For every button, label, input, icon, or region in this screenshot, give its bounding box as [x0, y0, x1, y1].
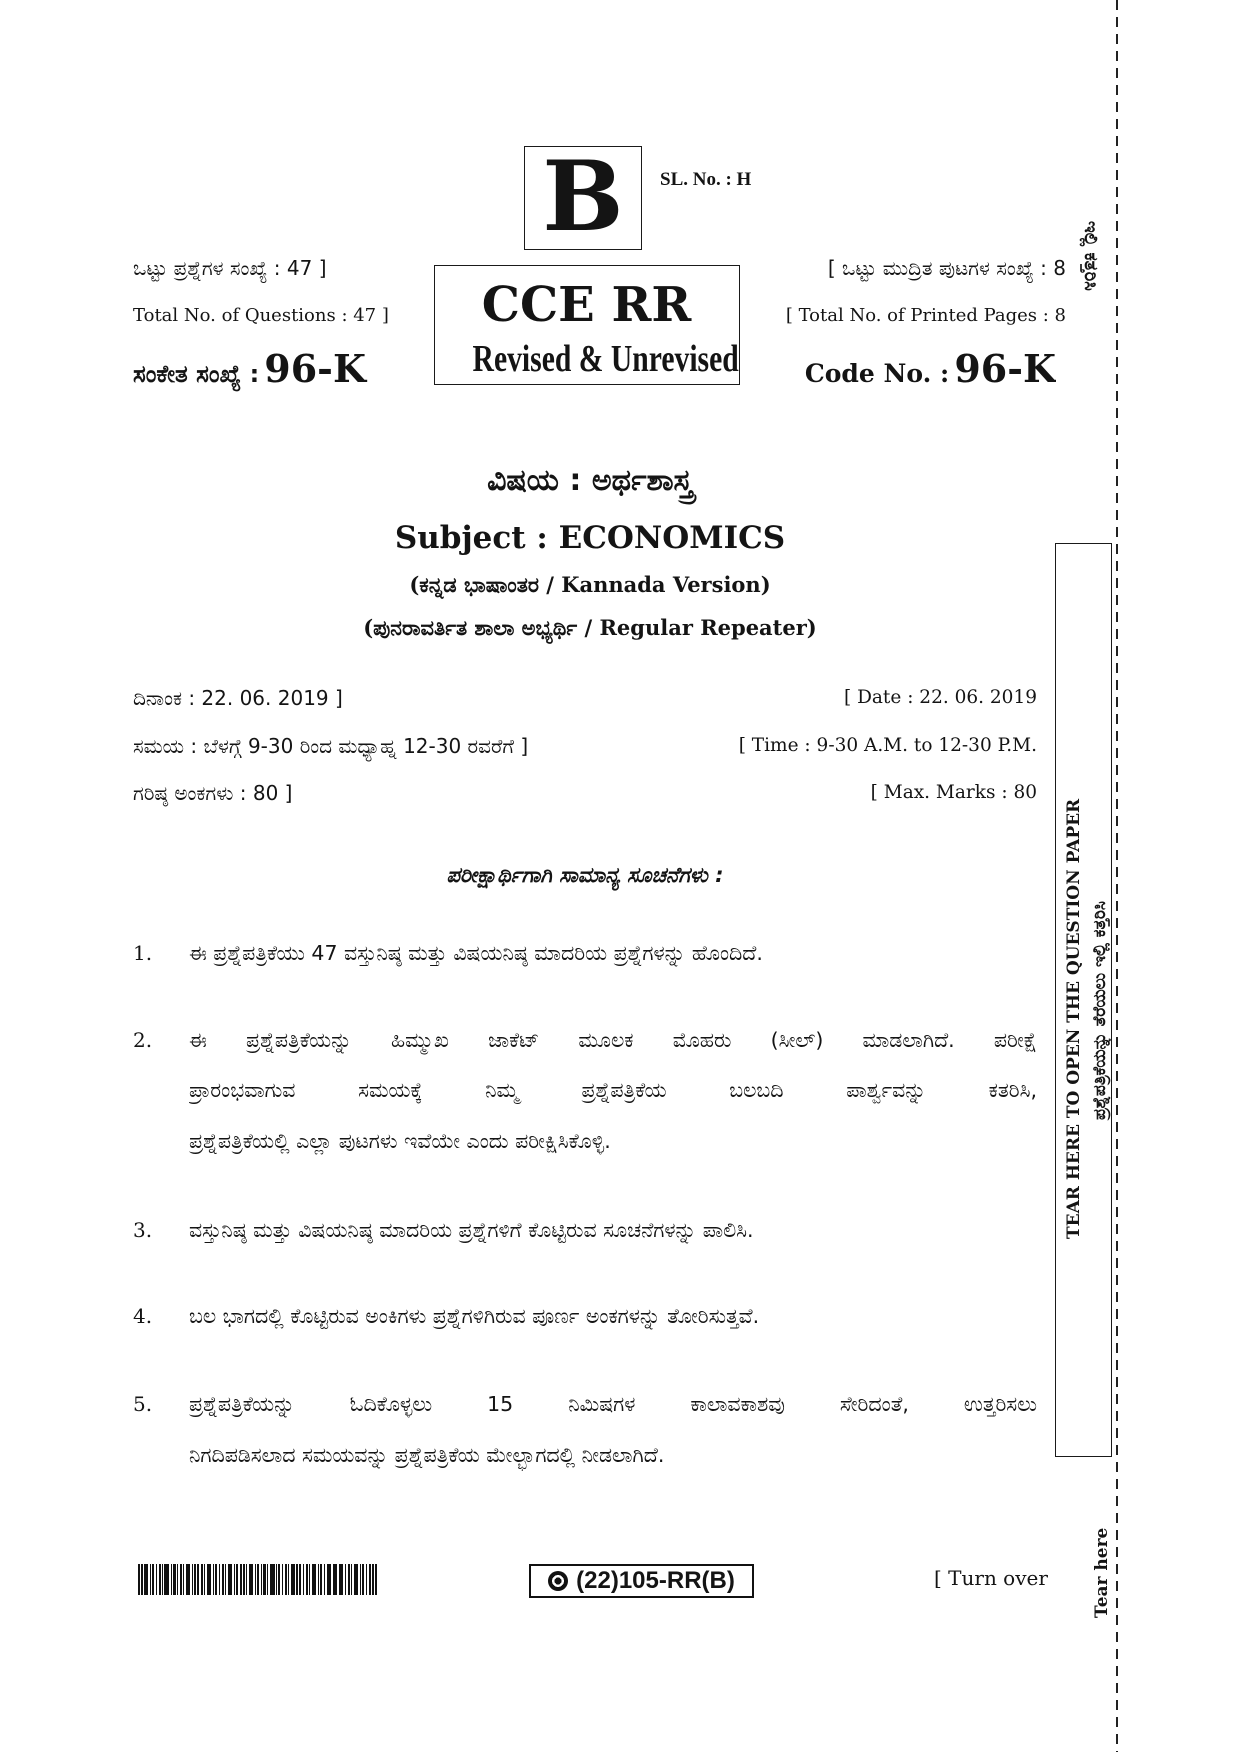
cce-rr-box	[434, 265, 740, 385]
max-marks-kn: ಗರಿಷ್ಠ ಅಂಕಗಳು : 80 ]	[133, 781, 293, 805]
instruction-line: ಈ ಪ್ರಶ್ನೆಪತ್ರಿಕೆಯು 47 ವಸ್ತುನಿಷ್ಠ ಮತ್ತು ವಿಷಯನಿಷ್ಠ ಮಾದರಿಯ ಪ್ರಶ್ನೆಗಳನ್ನು ಹೊಂದಿದೆ.	[189, 941, 763, 965]
instruction-number: 3.	[133, 1218, 153, 1242]
code-number-kn	[133, 346, 429, 392]
instruction-line: ಪ್ರಶ್ನೆಪತ್ರಿಕೆಯನ್ನು ಓದಿಕೊಳ್ಳಲು 15 ನಿಮಿಷಗಳ ಕಾಲಾವಕಾಶವು ಸೇರಿದಂತೆ, ಉತ್ತರಿಸಲು	[189, 1392, 1037, 1416]
subject-en: Subject : ECONOMICS	[394, 520, 786, 556]
instruction-line: ಪ್ರಾರಂಭವಾಗುವ ಸಮಯಕ್ಕೆ ನಿಮ್ಮ ಪ್ರಶ್ನೆಪತ್ರಿಕೆಯ ಬಲಬದಿ ಪಾರ್ಶ್ವವನ್ನು ಕತರಿಸಿ,	[189, 1078, 1037, 1102]
code-label-kn: ಸಂಕೇತ ಸಂಖ್ಯೆ :	[133, 360, 260, 388]
instruction-line: ನಿಗದಿಪಡಿಸಲಾದ ಸಮಯವನ್ನು ಪ್ರಶ್ನೆಪತ್ರಿಕೆಯ ಮೇಲ್ಭಾಗದಲ್ಲಿ ನೀಡಲಾಗಿದೆ.	[189, 1443, 665, 1467]
code-value-left: 96-K	[264, 346, 366, 391]
max-marks-en: [ Max. Marks : 80	[870, 782, 1037, 803]
set-letter-box	[524, 140, 642, 253]
exam-date-kn: ದಿನಾಂಕ : 22. 06. 2019 ]	[133, 686, 343, 710]
instruction-number: 5.	[133, 1392, 153, 1416]
instruction-number: 4.	[133, 1304, 153, 1328]
exam-date-en: [ Date : 22. 06. 2019	[843, 687, 1037, 708]
tear-here-to-open-label: TEAR HERE TO OPEN THE QUESTION PAPER	[1064, 798, 1084, 1239]
instruction-line: ಬಲ ಭಾಗದಲ್ಲಿ ಕೊಟ್ಟಿರುವ ಅಂಕಿಗಳು ಪ್ರಶ್ನೆಗಳಿಗಿರುವ ಪೂರ್ಣ ಅಂಕಗಳನ್ನು ತೋರಿಸುತ್ತವೆ.	[189, 1304, 760, 1328]
cce-rr-title: CCE RR	[481, 277, 692, 333]
code-label-en: Code No. :	[804, 359, 950, 388]
candidate-category: (ಪುನರಾವರ್ತಿತ ಶಾಲಾ ಅಭ್ಯರ್ಥಿ / Regular Repeater)	[363, 615, 817, 640]
set-letter: B	[542, 140, 624, 253]
code-number-en	[744, 346, 1056, 392]
exam-time-kn: ಸಮಯ : ಬೆಳಗ್ಗೆ 9-30 ರಿಂದ ಮಧ್ಯಾಹ್ನ 12-30 ರವರೆಗೆ ]	[133, 734, 529, 758]
cce-subtitle-wrap	[435, 336, 738, 382]
instruction-line: ಪ್ರಶ್ನೆಪತ್ರಿಕೆಯಲ್ಲಿ ಎಲ್ಲಾ ಪುಟಗಳು ಇವೆಯೇ ಎಂದು ಪರೀಕ್ಷಿಸಿಕೊಳ್ಳಿ.	[189, 1129, 611, 1153]
cut-here-top-label: ಇಲ್ಲಿ ಕತ್ತರಿಸಿ	[1080, 221, 1101, 291]
exam-time-en: [ Time : 9-30 A.M. to 12-30 P.M.	[738, 735, 1037, 756]
subject-kn: ವಿಷಯ : ಅರ್ಥಶಾಸ್ತ್ರ	[487, 463, 693, 498]
instruction-number: 2.	[133, 1028, 153, 1052]
instruction-line: ವಸ್ತುನಿಷ್ಠ ಮತ್ತು ವಿಷಯನಿಷ್ಠ ಮಾದರಿಯ ಪ್ರಶ್ನೆಗಳಿಗೆ ಕೊಟ್ಟಿರುವ ಸೂಚನೆಗಳನ್ನು ಪಾಲಿಸಿ.	[189, 1218, 754, 1242]
barcode	[138, 1564, 377, 1595]
instruction-number: 1.	[133, 941, 153, 965]
tear-here-label: Tear here	[1092, 1527, 1112, 1618]
turn-over-label: [ Turn over	[934, 1566, 1048, 1590]
printed-pages-kn: [ ಒಟ್ಟು ಮುದ್ರಿತ ಪುಟಗಳ ಸಂಖ್ಯೆ : 8	[827, 256, 1066, 280]
serial-number: SL. No. : H	[660, 169, 752, 190]
total-questions-kn: ಒಟ್ಟು ಪ್ರಶ್ನೆಗಳ ಸಂಖ್ಯೆ : 47 ]	[133, 256, 327, 280]
double-circle-icon	[548, 1571, 568, 1591]
printed-pages-en: [ Total No. of Printed Pages : 8	[785, 305, 1066, 326]
instruction-line: ಈ ಪ್ರಶ್ನೆಪತ್ರಿಕೆಯನ್ನು ಹಿಮ್ಮುಖ ಜಾಕೆಟ್ ಮೂಲಕ ಮೊಹರು (ಸೀಲ್) ಮಾಡಲಾಗಿದೆ. ಪರೀಕ್ಷೆ	[189, 1028, 1037, 1052]
paper-code: (22)105-RR(B)	[576, 1567, 735, 1594]
language-version: (ಕನ್ನಡ ಭಾಷಾಂತರ / Kannada Version)	[409, 572, 771, 597]
perforation-line	[1116, 0, 1118, 1752]
instructions-heading: ಪರೀಕ್ಷಾರ್ಥಿಗಾಗಿ ಸಾಮಾನ್ಯ ಸೂಚನೆಗಳು :	[446, 863, 724, 887]
code-value-right: 96-K	[954, 346, 1056, 391]
total-questions-en: Total No. of Questions : 47 ]	[133, 305, 389, 326]
paper-code-box	[529, 1564, 754, 1598]
tear-here-to-open-label-kn: ಪ್ರಶ್ನೆಪತ್ರಿಕೆಯನ್ನು ತೆರೆಯಲು ಇಲ್ಲಿ ಕತ್ತರಿಸಿ	[1090, 901, 1110, 1121]
cce-rr-subtitle: Revised & Unrevised	[472, 338, 739, 380]
